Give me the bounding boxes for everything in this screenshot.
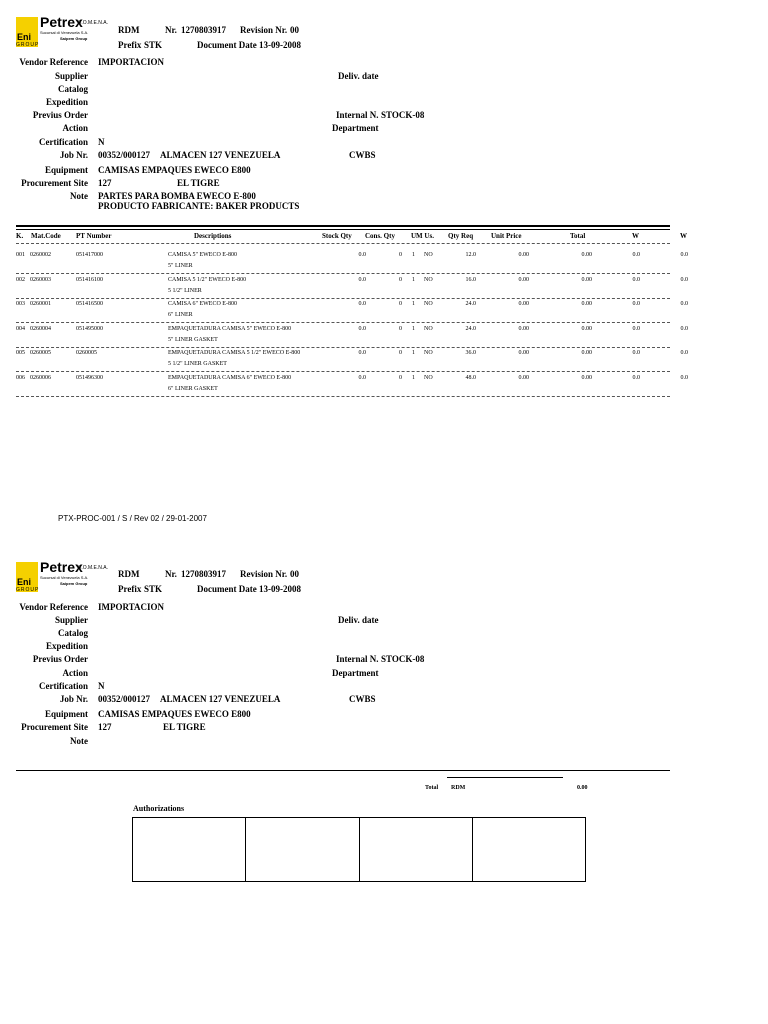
cell-total: 0.00 [581,301,592,308]
vendor-ref-value-2: IMPORTACION [98,602,165,612]
note-line-1: PARTES PARA BOMBA EWECO E-800 [98,191,256,201]
cell-cons: 0 [399,325,402,332]
certification-label-2: Certification [39,681,88,691]
jobnr-value: 00352/000127 [98,150,151,160]
cell-total: 0.00 [581,276,592,283]
cell-price: 0.00 [518,252,529,258]
cell-pt: 051496300 [76,375,103,381]
cell-pt: 0260005 [76,350,97,357]
cell-price: 0.00 [518,350,529,357]
cell-pt: 051416100 [76,276,103,283]
cell-qty: 36.0 [465,350,476,357]
col-cons-qty: Cons. Qty [365,232,395,240]
table-top-rule [16,225,670,227]
cell-mat: 0260003 [30,276,51,283]
col-w2: W [680,232,687,240]
cell-one: 1 [412,252,415,258]
note-line-2: PRODUCTO FABRICANTE: BAKER PRODUCTS [98,201,300,211]
procurement-name-2: EL TIGRE [163,722,206,732]
cell-stock: 0.0 [358,350,366,357]
row-divider [16,347,670,348]
row-divider [16,298,670,299]
cell-d1: EMPAQUETADURA CAMISA 6" EWECO E-800 [168,375,292,381]
cell-d1: CAMISA 5 1/2" EWECO E-800 [168,276,247,283]
expedition-label: Expedition [45,97,88,107]
total-label: Total [425,785,439,791]
cell-k: 001 [16,252,25,258]
cell-one: 1 [412,350,415,357]
cell-price: 0.00 [518,301,529,308]
totals-rule [16,770,670,771]
cell-one: 1 [412,276,415,283]
nr-label-2: Nr. [165,569,177,579]
revision-label-2: Revision Nr. [240,569,288,579]
vendor-ref-value: IMPORTACION [98,57,165,67]
jobnr-label-2: Job Nr. [59,694,88,704]
equipment-label: Equipment [44,165,88,175]
cell-pt: 051495000 [76,325,103,332]
docdate-label: Document Date [197,40,257,50]
revision-value-2: 00 [290,569,299,579]
procurement-name: EL TIGRE [177,178,220,188]
authorization-cell-1[interactable] [133,818,246,881]
col-unit-price: Unit Price [491,232,522,240]
form-code: PTX-PROC-001 / S / Rev 02 / 29-01-2007 [58,514,207,523]
cell-um: NO [424,375,433,381]
procurement-code: 127 [98,178,112,188]
col-total: Total [570,232,586,240]
cell-w1: 0.0 [632,252,640,258]
jobnr-value-2: 00352/000127 [98,694,151,704]
cell-mat: 0260006 [30,375,51,381]
cell-cons: 0 [399,301,402,308]
cell-qty: 16.0 [465,276,476,283]
cell-w1: 0.0 [632,350,640,357]
cell-d2: 6" LINER GASKET [168,386,218,392]
doc-type-2: RDM [118,569,140,579]
department-label-2: Department [332,668,379,678]
cell-d2: 6" LINER [168,312,193,319]
equipment-label-2: Equipment [44,709,88,719]
procurement-label: Procurement Site [21,178,88,188]
vendor-ref-label-2: Vendor Reference [19,602,88,612]
procurement-code-2: 127 [98,722,112,732]
vendor-ref-label: Vendor Reference [19,57,88,67]
total-rdm-label: RDM [451,785,466,791]
col-k: K. [16,232,24,240]
cell-qty: 48.0 [465,375,476,381]
col-pt-number: PT Number [76,232,112,240]
cell-qty: 24.0 [465,301,476,308]
certification-label: Certification [39,137,88,147]
row-divider [16,322,670,323]
cell-qty: 12.0 [465,252,476,258]
cell-w2: 0.0 [680,375,688,381]
catalog-label: Catalog [58,84,88,94]
authorization-cell-3[interactable] [360,818,473,881]
cell-um: NO [424,325,433,332]
cell-stock: 0.0 [358,325,366,332]
col-qty-req: Qty Req [448,232,474,240]
authorizations-grid [132,817,586,882]
cell-w2: 0.0 [680,325,688,332]
nr-label: Nr. [165,25,177,35]
deliv-date-label: Deliv. date [338,71,379,81]
cell-total: 0.00 [581,375,592,381]
supplier-label-2: Supplier [54,615,88,625]
docdate-label-2: Document Date [197,584,257,594]
revision-label: Revision Nr. [240,25,288,35]
cwbs-label: CWBS [349,150,376,160]
total-value: 0.00 [577,785,588,791]
cell-total: 0.00 [581,350,592,357]
note-label-2: Note [70,736,88,746]
catalog-label-2: Catalog [58,628,88,638]
col-descriptions: Descriptions [194,232,232,240]
expedition-label-2: Expedition [45,641,88,651]
cell-total: 0.00 [581,252,592,258]
cell-stock: 0.0 [358,375,366,381]
cell-w2: 0.0 [680,276,688,283]
cell-d1: EMPAQUETADURA CAMISA 5 1/2" EWECO E-800 [168,350,301,357]
table-top-rule-2 [16,229,670,230]
col-w1: W [632,232,639,240]
row-divider [16,396,670,397]
prefix-value: STK [144,40,163,50]
authorizations-label: Authorizations [133,804,185,813]
cell-k: 006 [16,375,25,381]
nr-value: 1270803917 [181,25,226,35]
equipment-value: CAMISAS EMPAQUES EWECO E800 [98,165,251,175]
docdate-value-2: 13-09-2008 [259,584,301,594]
jobnr-desc-2: ALMACEN 127 VENEZUELA [160,694,281,704]
cell-d1: CAMISA 6" EWECO E-800 [168,301,237,308]
cell-cons: 0 [399,375,402,381]
cell-w1: 0.0 [632,375,640,381]
procurement-label-2: Procurement Site [21,722,88,732]
cell-k: 005 [16,350,25,357]
col-stock-qty: Stock Qty [322,232,352,240]
docdate-value: 13-09-2008 [259,40,301,50]
company-logo: Eni GROUP Petrex S.O.M.E.N.A. Sucursal di Venezuela S.A. Saipem Group [16,14,109,48]
revision-value: 00 [290,25,299,35]
note-label: Note [70,191,88,201]
nr-value-2: 1270803917 [181,569,226,579]
cell-price: 0.00 [518,325,529,332]
cell-w1: 0.0 [632,325,640,332]
internal-label-2: Internal N. [336,654,379,664]
cell-w2: 0.0 [680,350,688,357]
authorization-cell-2[interactable] [246,818,359,881]
cell-d1: CAMISA 5" EWECO E-800 [168,252,237,258]
equipment-value-2: CAMISAS EMPAQUES EWECO E800 [98,709,251,719]
internal-value: STOCK-08 [381,110,425,120]
deliv-date-label-2: Deliv. date [338,615,379,625]
cell-stock: 0.0 [358,301,366,308]
jobnr-label: Job Nr. [59,150,88,160]
prefix-label-2: Prefix [118,584,142,594]
cell-cons: 0 [399,350,402,357]
cell-mat: 0260005 [30,350,51,357]
col-matcode: Mat.Code [31,232,61,240]
cell-w2: 0.0 [680,252,688,258]
cell-d2: 5" LINER GASKET [168,336,218,343]
cell-price: 0.00 [518,276,529,283]
cell-w1: 0.0 [632,276,640,283]
cell-w2: 0.0 [680,301,688,308]
header-rule [16,243,670,244]
action-label-2: Action [62,668,88,678]
internal-value-2: STOCK-08 [381,654,425,664]
cell-pt: 051416500 [76,301,103,308]
cell-d2: 5 1/2" LINER [168,287,202,294]
cell-stock: 0.0 [358,252,366,258]
cell-d1: EMPAQUETADURA CAMISA 5" EWECO E-800 [168,325,292,332]
internal-label: Internal N. [336,110,379,120]
cell-mat: 0260002 [30,252,51,258]
cell-price: 0.00 [518,375,529,381]
row-divider [16,371,670,372]
cell-stock: 0.0 [358,276,366,283]
cell-d2: 5" LINER [168,263,193,269]
cell-k: 003 [16,301,25,308]
jobnr-desc: ALMACEN 127 VENEZUELA [160,150,281,160]
cell-um: NO [424,350,433,357]
cell-qty: 24.0 [465,325,476,332]
cell-um: NO [424,276,433,283]
previous-order-label: Previus Order [32,110,88,120]
action-label: Action [62,123,88,133]
cell-mat: 0260004 [30,325,51,332]
cell-k: 004 [16,325,25,332]
cell-one: 1 [412,375,415,381]
doc-type: RDM [118,25,140,35]
cell-cons: 0 [399,252,402,258]
cell-mat: 0260001 [30,301,51,308]
previous-order-label-2: Previus Order [32,654,88,664]
prefix-label: Prefix [118,40,142,50]
cell-total: 0.00 [581,325,592,332]
cell-one: 1 [412,301,415,308]
authorization-cell-4[interactable] [473,818,585,881]
prefix-value-2: STK [144,584,163,594]
cell-w1: 0.0 [632,301,640,308]
cell-cons: 0 [399,276,402,283]
cell-one: 1 [412,325,415,332]
certification-value: N [98,137,105,147]
cwbs-label-2: CWBS [349,694,376,704]
department-label: Department [332,123,379,133]
totals-short-rule [447,777,563,778]
cell-pt: 051417000 [76,252,103,258]
cell-um: NO [424,301,433,308]
cell-um: NO [424,252,433,258]
supplier-label: Supplier [54,71,88,81]
company-logo-2: Eni GROUP Petrex S.O.M.E.N.A. Sucursal di Venezuela S.A. Saipem Group [16,559,109,593]
certification-value-2: N [98,681,105,691]
row-divider [16,273,670,274]
cell-k: 002 [16,276,25,283]
cell-d2: 5 1/2" LINER GASKET [168,361,227,368]
col-um-us: UM Us. [411,232,434,240]
